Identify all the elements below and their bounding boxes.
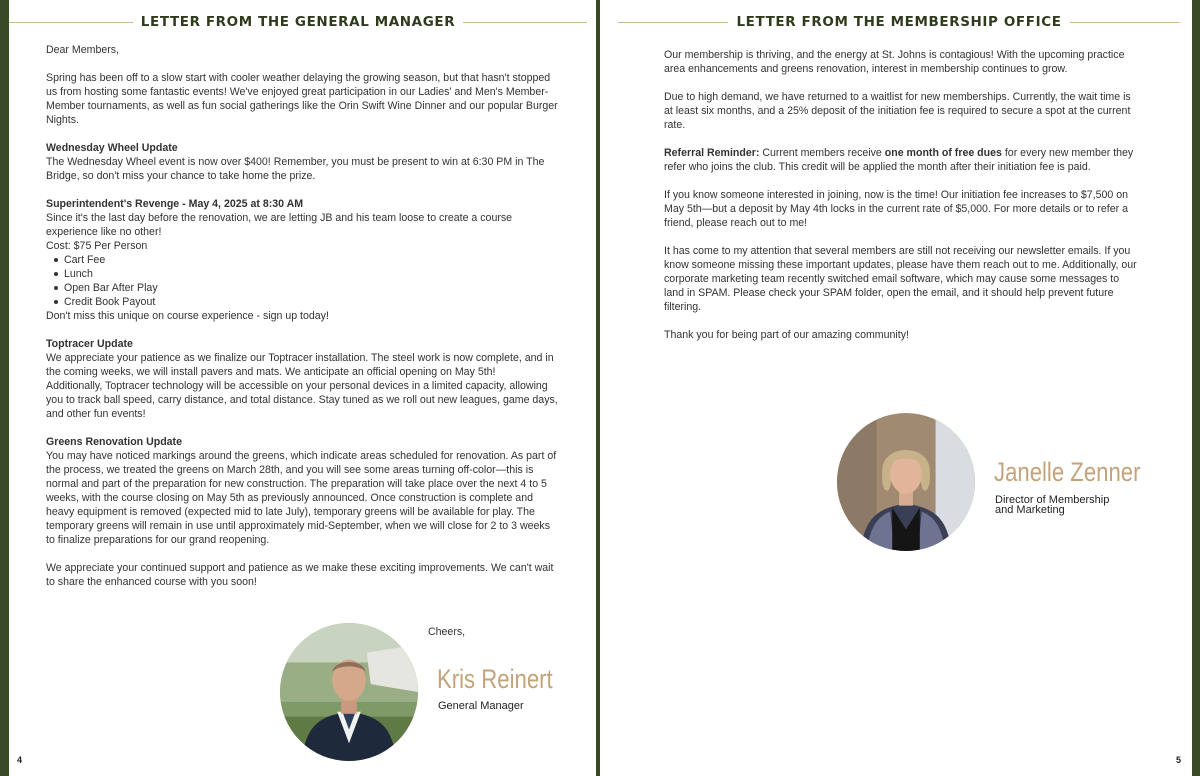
cheers-text: Cheers, [428, 626, 466, 638]
signature-title-line-2: and Marketing [995, 504, 1065, 516]
janelle-zenner-photo [837, 413, 975, 551]
closing-paragraph: We appreciate your continued support and patience as we make these exciting improvements. We can't wait to share the enhanced course with you soon! [46, 562, 554, 588]
page-right [600, 0, 1192, 776]
heading-rule-right [463, 22, 587, 23]
gm-letter-title: LETTER FROM THE GENERAL MANAGER [140, 14, 456, 30]
portrait-man-icon [280, 623, 418, 761]
list-item: Credit Book Payout [46, 295, 561, 309]
referral-before: Current members receive [759, 147, 885, 159]
wheel-title: Wednesday Wheel Update [46, 142, 178, 154]
paragraph-1: Our membership is thriving, and the energy at St. Johns is contagious! With the upcoming practice area enhancements and greens renovation, interest in membership continues to grow. [664, 49, 1125, 75]
gm-signature-name: Kris Reinert [437, 664, 553, 694]
greens-body: You may have noticed markings around the greens, which indicate areas scheduled for renovation. As part of the process, we treated the greens on March 28th, and you will see some areas turning off-color—this is normal and part of the preparation for new construction. The preparation will take place over the next 4 to 5 weeks, with the course closing on May 5th as previously announced. Once construction is complete and heavy equipment is removed (expected mid to late July), temporary greens will be available for play. The temporary greens will remain in use until approximately mid-September, when we will close for 2 to 3 weeks to finalize preparations for our grand reopening. [46, 450, 557, 546]
list-item: Open Bar After Play [46, 281, 561, 295]
toptracer-body-1: We appreciate your patience as we finalize our Toptracer installation. The steel work is now complete, and in the coming weeks, we will install pavers and mats. We anticipate an official opening on May 5th! [46, 352, 554, 378]
greens-title: Greens Renovation Update [46, 436, 182, 448]
membership-letter-heading [618, 14, 1180, 30]
revenge-body: Since it's the last day before the renovation, we are letting JB and his team loose to create a course experience like no other! [46, 212, 513, 238]
revenge-title: Superintendent's Revenge - May 4, 2025 at 8:30 AM [46, 198, 304, 210]
paragraph-2: Due to high demand, we have returned to a waitlist for new memberships. Currently, the wait time is at least six months, and a 25% deposit of the initiation fee is required to secure a spot at the current rate. [664, 91, 1131, 131]
page-number-left: 4 [17, 755, 23, 765]
heading-rule-right [1070, 22, 1180, 23]
membership-signature-title [995, 495, 1109, 515]
salutation: Dear Members, [46, 44, 119, 56]
membership-letter-body [664, 48, 1140, 356]
gm-signature-title: General Manager [438, 700, 524, 712]
page-left [9, 0, 596, 776]
toptracer-body-2: Additionally, Toptracer technology will be accessible on your personal devices in a limited capacity, allowing you to track ball speed, carry distance, and total distance. Stay tuned as we roll out new leagues, game days, and other fun events! [46, 380, 558, 420]
gm-letter-heading [9, 14, 587, 30]
list-item: Cart Fee [46, 253, 561, 267]
membership-letter-title: LETTER FROM THE MEMBERSHIP OFFICE [736, 14, 1062, 30]
referral-label: Referral Reminder: [664, 147, 760, 159]
referral-after: for every new member they refer who joins the club. This credit will be applied the month after their initiation fee is paid. [664, 147, 1134, 173]
revenge-items [46, 253, 561, 309]
revenge-cost: Cost: $75 Per Person [46, 240, 148, 252]
referral-paragraph [664, 146, 1140, 174]
heading-rule-left [618, 22, 728, 23]
intro-paragraph: Spring has been off to a slow start with cooler weather delaying the growing season, but that hasn't stopped us from hosting some fantastic events! We've enjoyed great participation in our Ladies' and Men's Member-Member tournaments, as well as fun social gatherings like the Orin Swift Wine Dinner and our popular Burger Nights. [46, 72, 558, 126]
toptracer-title: Toptracer Update [46, 338, 133, 350]
paragraph-4: If you know someone interested in joining, now is the time! Our initiation fee increases to $7,500 on May 5th—but a deposit by May 4th locks in the current rate of $5,000. For more details or to refer a friend, please reach out to me! [664, 189, 1129, 229]
paragraph-6: Thank you for being part of our amazing community! [664, 329, 909, 341]
heading-rule-left [9, 22, 133, 23]
list-item: Lunch [46, 267, 561, 281]
wheel-body: The Wednesday Wheel event is now over $400! Remember, you must be present to win at 6:30 PM in The Bridge, so don't miss your chance to take home the prize. [46, 156, 545, 182]
gm-letter-body [46, 43, 561, 603]
page-number-right: 5 [1175, 755, 1181, 765]
revenge-closing: Don't miss this unique on course experience - sign up today! [46, 310, 329, 322]
paragraph-5: It has come to my attention that several members are still not receiving our newsletter emails. If you know someone missing these important updates, please have them reach out to me. Additionally, our corporate marketing team recently switched email software, which may cause some messages to land in SPAM. Please check your SPAM folder, open the email, and it should help prevent future filtering. [664, 245, 1137, 313]
referral-emphasis: one month of free dues [884, 147, 1002, 159]
portrait-woman-icon [837, 413, 975, 551]
kris-reinert-photo [280, 623, 418, 761]
membership-signature-name: Janelle Zenner [994, 457, 1141, 487]
signature-title-line-1: Director of Membership [995, 494, 1110, 506]
